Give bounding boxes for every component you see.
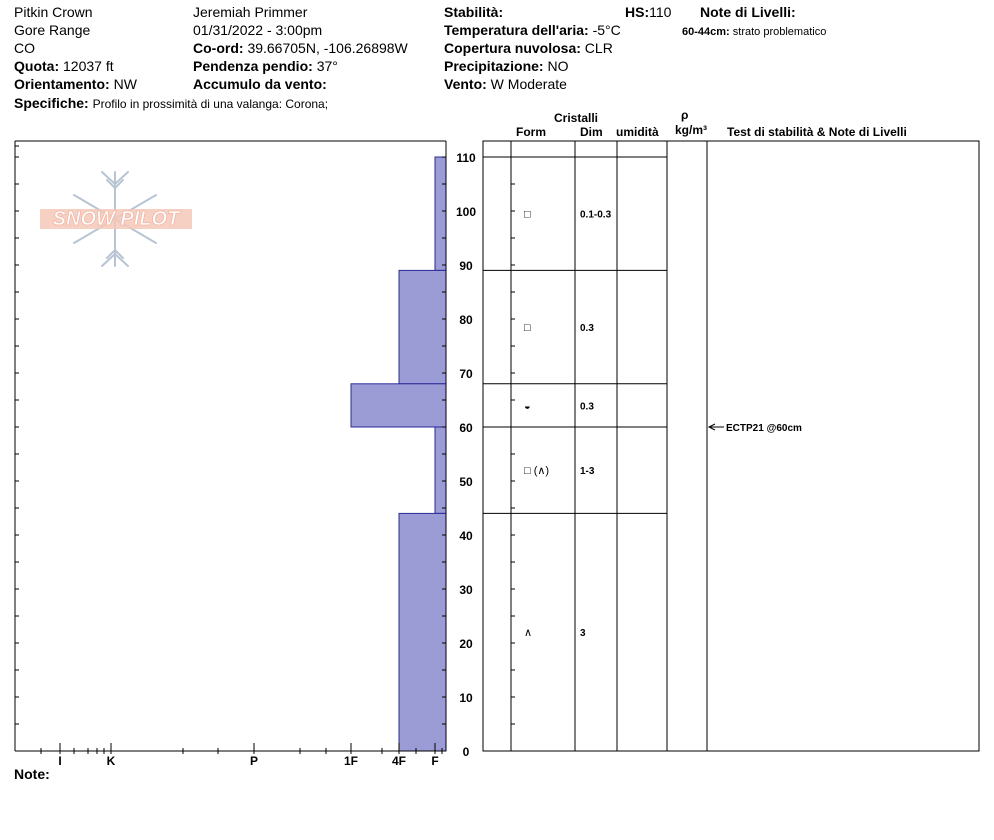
depth-tick-label: 40 xyxy=(459,529,473,543)
layer-note-text: strato problematico xyxy=(732,26,827,38)
depth-tick-label: 90 xyxy=(459,259,473,273)
hardness-bar xyxy=(399,270,446,383)
grain-form: □ xyxy=(524,322,531,335)
wind-label: Vento: xyxy=(444,76,487,92)
hardness-tick-label: P xyxy=(249,754,259,768)
specifics-value: Profilo in prossimità di una valanga: Corona; xyxy=(92,97,329,111)
crystals-header: Cristalli xyxy=(554,111,599,125)
depth-tick-label: 30 xyxy=(459,583,473,597)
depth-tick-label: 60 xyxy=(459,421,473,435)
layer-table-frame xyxy=(483,141,979,751)
grain-size: 0.3 xyxy=(580,401,594,413)
stability-label: Stabilità: xyxy=(444,4,504,20)
hardness-tick-label: K xyxy=(106,754,116,768)
form-header: Form xyxy=(516,125,546,139)
hardness-bar xyxy=(399,513,446,751)
air-temp-value: -5°C xyxy=(592,22,621,38)
coord-label: Co-ord: xyxy=(193,40,244,56)
hardness-tick-label: 1F xyxy=(343,754,359,768)
slope-value: 37° xyxy=(316,58,338,74)
grain-size: 3 xyxy=(580,628,586,640)
depth-tick-label: 100 xyxy=(455,205,477,219)
tests-notes-header: Test di stabilità & Note di Livelli xyxy=(727,125,907,139)
rho-header: ρ xyxy=(681,108,689,122)
layer-note-range: 60-44cm: xyxy=(682,26,730,38)
depth-tick-label: 80 xyxy=(459,313,473,327)
elevation-value: 12037 ft xyxy=(63,58,114,74)
hardness-bar xyxy=(435,157,446,270)
slope-label: Pendenza pendio: xyxy=(193,58,313,74)
location-name: Pitkin Crown xyxy=(14,4,93,20)
depth-tick-label: 0 xyxy=(462,745,470,759)
specifics-label: Specifiche: xyxy=(14,95,89,111)
hardness-bar xyxy=(435,427,446,513)
notes-label: Note: xyxy=(14,766,50,782)
grain-size: 0.1-0.3 xyxy=(580,209,612,221)
sky-value: CLR xyxy=(584,40,613,56)
depth-tick-label: 110 xyxy=(456,151,476,165)
hs-value: 110 xyxy=(649,4,672,20)
grain-form: □ xyxy=(524,208,531,221)
precip-value: NO xyxy=(547,58,569,74)
hardness-bar xyxy=(351,384,446,427)
depth-tick-label: 10 xyxy=(459,691,473,705)
grain-form: ◒ xyxy=(524,400,531,413)
depth-tick-label: 20 xyxy=(459,637,473,651)
density-unit-header: kg/m³ xyxy=(675,123,708,137)
sky-label: Copertura nuvolosa: xyxy=(444,40,581,56)
aspect-value: NW xyxy=(113,76,137,92)
grain-form: ∧ xyxy=(524,627,533,640)
range-name: Gore Range xyxy=(14,22,91,38)
air-temp-label: Temperatura dell'aria: xyxy=(444,22,589,38)
coord-value: 39.66705N, -106.26898W xyxy=(247,40,408,56)
size-header: Dim xyxy=(580,125,603,139)
elevation-label: Quota: xyxy=(14,58,60,74)
grain-form: □ (∧) xyxy=(524,465,550,478)
observer-name: Jeremiah Primmer xyxy=(193,4,308,20)
grain-size: 0.3 xyxy=(580,323,594,335)
depth-tick-label: 70 xyxy=(459,367,473,381)
aspect-label: Orientamento: xyxy=(14,76,110,92)
state-name: CO xyxy=(14,40,35,56)
logo-text: SNOW PILOT xyxy=(52,208,180,230)
hardness-tick-label: I xyxy=(58,754,62,768)
layer-notes-label: Note di Livelli: xyxy=(700,4,796,20)
wind-loading-label: Accumulo da vento: xyxy=(193,76,327,92)
precip-label: Precipitazione: xyxy=(444,58,544,74)
grain-size: 1-3 xyxy=(580,466,595,478)
hs-label: HS: xyxy=(625,4,650,20)
hardness-tick-label: F xyxy=(431,754,439,768)
obs-datetime: 01/31/2022 - 3:00pm xyxy=(193,22,323,38)
moisture-header: umidità xyxy=(616,125,659,139)
depth-tick-label: 50 xyxy=(459,475,473,489)
hardness-tick-label: 4F xyxy=(391,754,407,768)
wind-value: W Moderate xyxy=(490,76,567,92)
test-label: ECTP21 @60cm xyxy=(726,423,802,434)
